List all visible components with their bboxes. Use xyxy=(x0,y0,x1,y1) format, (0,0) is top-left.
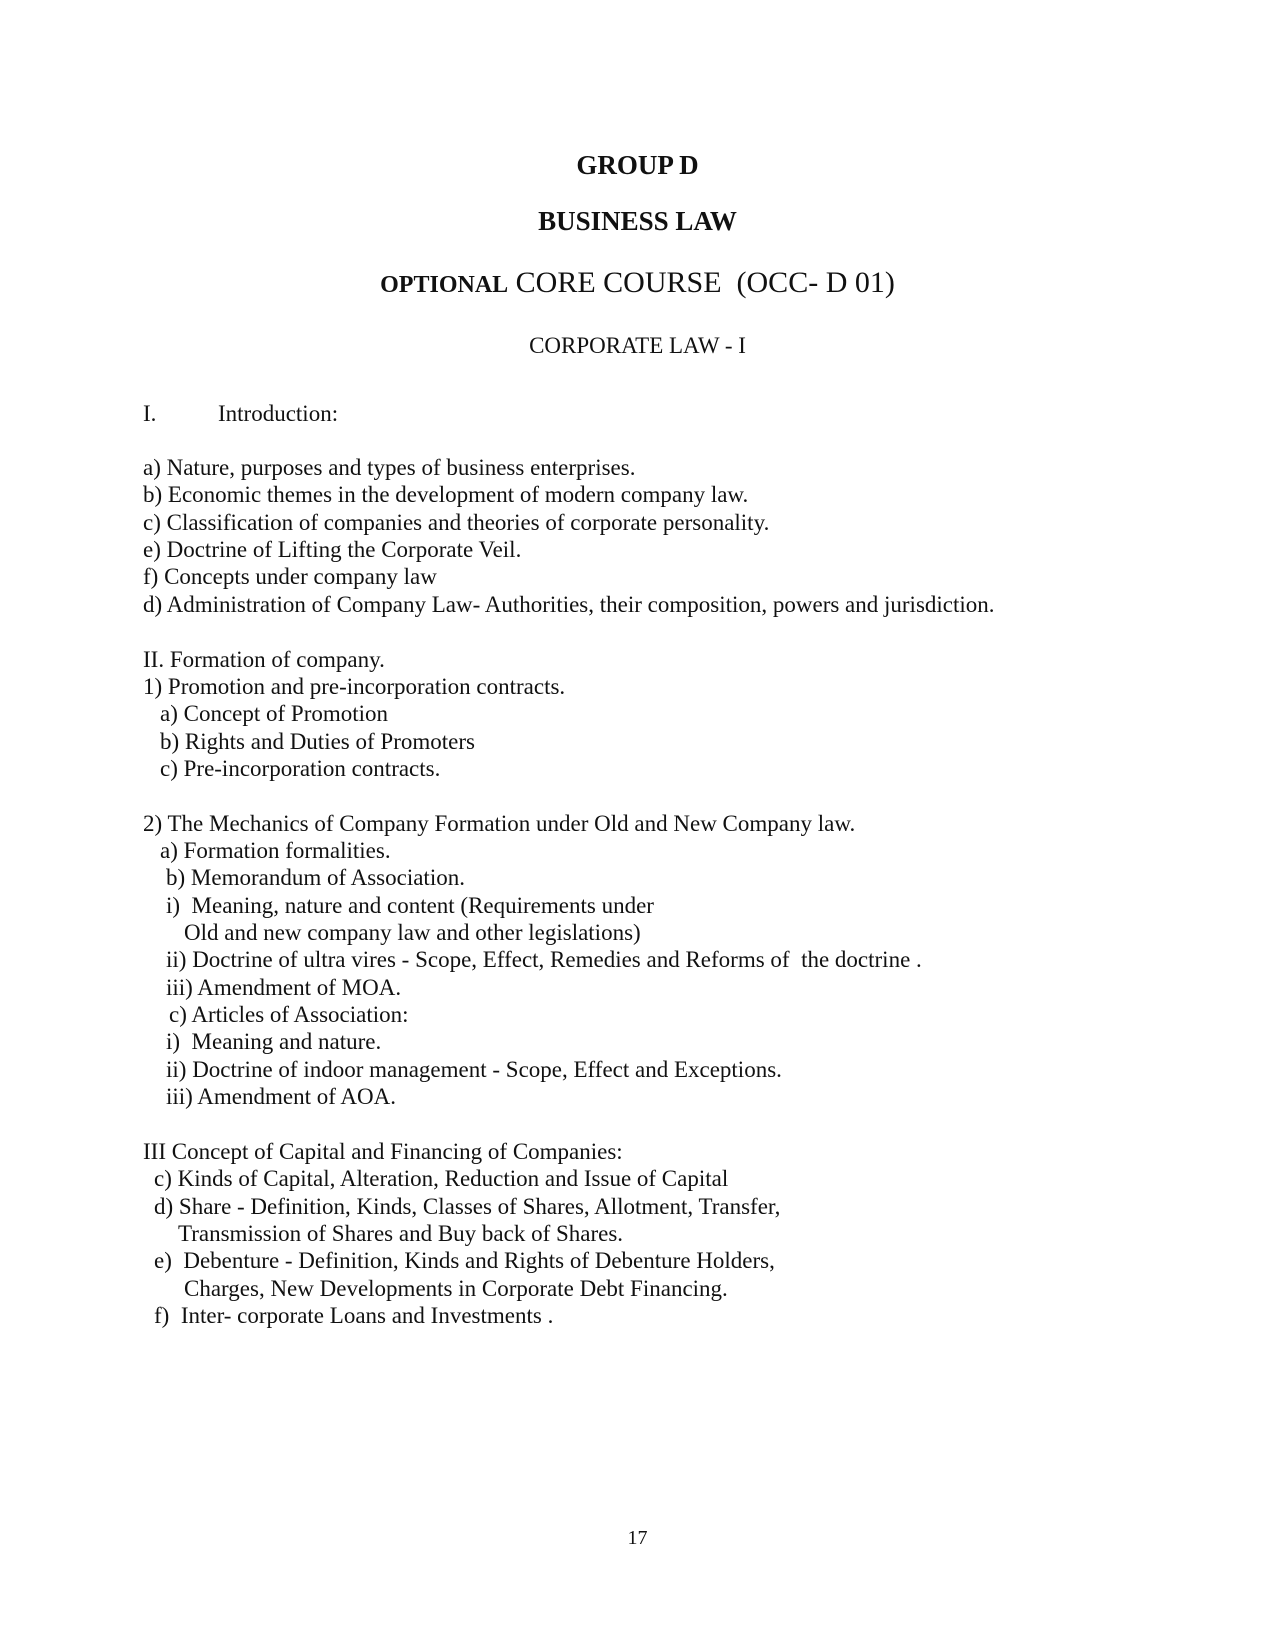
section3-heading: III Concept of Capital and Financing of Companies: xyxy=(143,1139,623,1164)
list-item: e) Debenture - Definition, Kinds and Rights of Debenture Holders, xyxy=(154,1248,775,1273)
section2-part1-heading: 1) Promotion and pre-incorporation contracts. xyxy=(143,674,566,699)
section1-heading xyxy=(143,400,338,428)
list-item: f) Concepts under company law xyxy=(143,564,437,589)
course-heading-rest: CORE COURSE (OCC- D 01) xyxy=(508,266,895,299)
group-heading: GROUP D xyxy=(576,150,699,180)
list-item: f) Inter- corporate Loans and Investments . xyxy=(154,1303,554,1328)
list-item: Charges, New Developments in Corporate Debt Financing. xyxy=(184,1276,728,1301)
list-item: b) Economic themes in the development of modern company law. xyxy=(143,482,749,507)
list-item: Old and new company law and other legislations) xyxy=(184,920,641,945)
section2-part2-heading: 2) The Mechanics of Company Formation under Old and New Company law. xyxy=(143,811,856,836)
section1-title: Introduction: xyxy=(218,401,339,426)
list-item: d) Share - Definition, Kinds, Classes of Shares, Allotment, Transfer, xyxy=(154,1194,781,1219)
subject-heading: BUSINESS LAW xyxy=(538,206,737,236)
list-item: Transmission of Shares and Buy back of Shares. xyxy=(178,1221,624,1246)
list-item: c) Kinds of Capital, Alteration, Reduction and Issue of Capital xyxy=(154,1166,729,1191)
list-item: ii) Doctrine of indoor management - Scope, Effect and Exceptions. xyxy=(166,1057,782,1082)
course-heading xyxy=(0,266,1275,300)
list-item: a) Nature, purposes and types of business enterprises. xyxy=(143,455,636,480)
list-item: iii) Amendment of MOA. xyxy=(166,975,402,1000)
list-item: c) Classification of companies and theories of corporate personality. xyxy=(143,510,770,535)
list-item: a) Concept of Promotion xyxy=(160,701,389,726)
list-item: ii) Doctrine of ultra vires - Scope, Effect, Remedies and Reforms of the doctrine . xyxy=(166,947,922,972)
paper-title: CORPORATE LAW - I xyxy=(529,333,746,358)
list-item: b) Rights and Duties of Promoters xyxy=(160,729,475,754)
list-item: iii) Amendment of AOA. xyxy=(166,1084,396,1109)
list-item: c) Articles of Association: xyxy=(169,1002,409,1027)
list-item: d) Administration of Company Law- Authorities, their composition, powers and jurisdiction. xyxy=(143,592,995,617)
list-item: a) Formation formalities. xyxy=(160,838,391,863)
section2-heading: II. Formation of company. xyxy=(143,647,385,672)
list-item: e) Doctrine of Lifting the Corporate Veil. xyxy=(143,537,522,562)
section1-numeral: I. xyxy=(143,401,157,426)
list-item: c) Pre-incorporation contracts. xyxy=(160,756,441,781)
list-item: i) Meaning, nature and content (Requirements under xyxy=(166,893,654,918)
course-heading-bold: OPTIONAL xyxy=(380,272,509,298)
list-item: i) Meaning and nature. xyxy=(166,1029,382,1054)
page-number: 17 xyxy=(627,1527,648,1549)
list-item: b) Memorandum of Association. xyxy=(166,865,465,890)
